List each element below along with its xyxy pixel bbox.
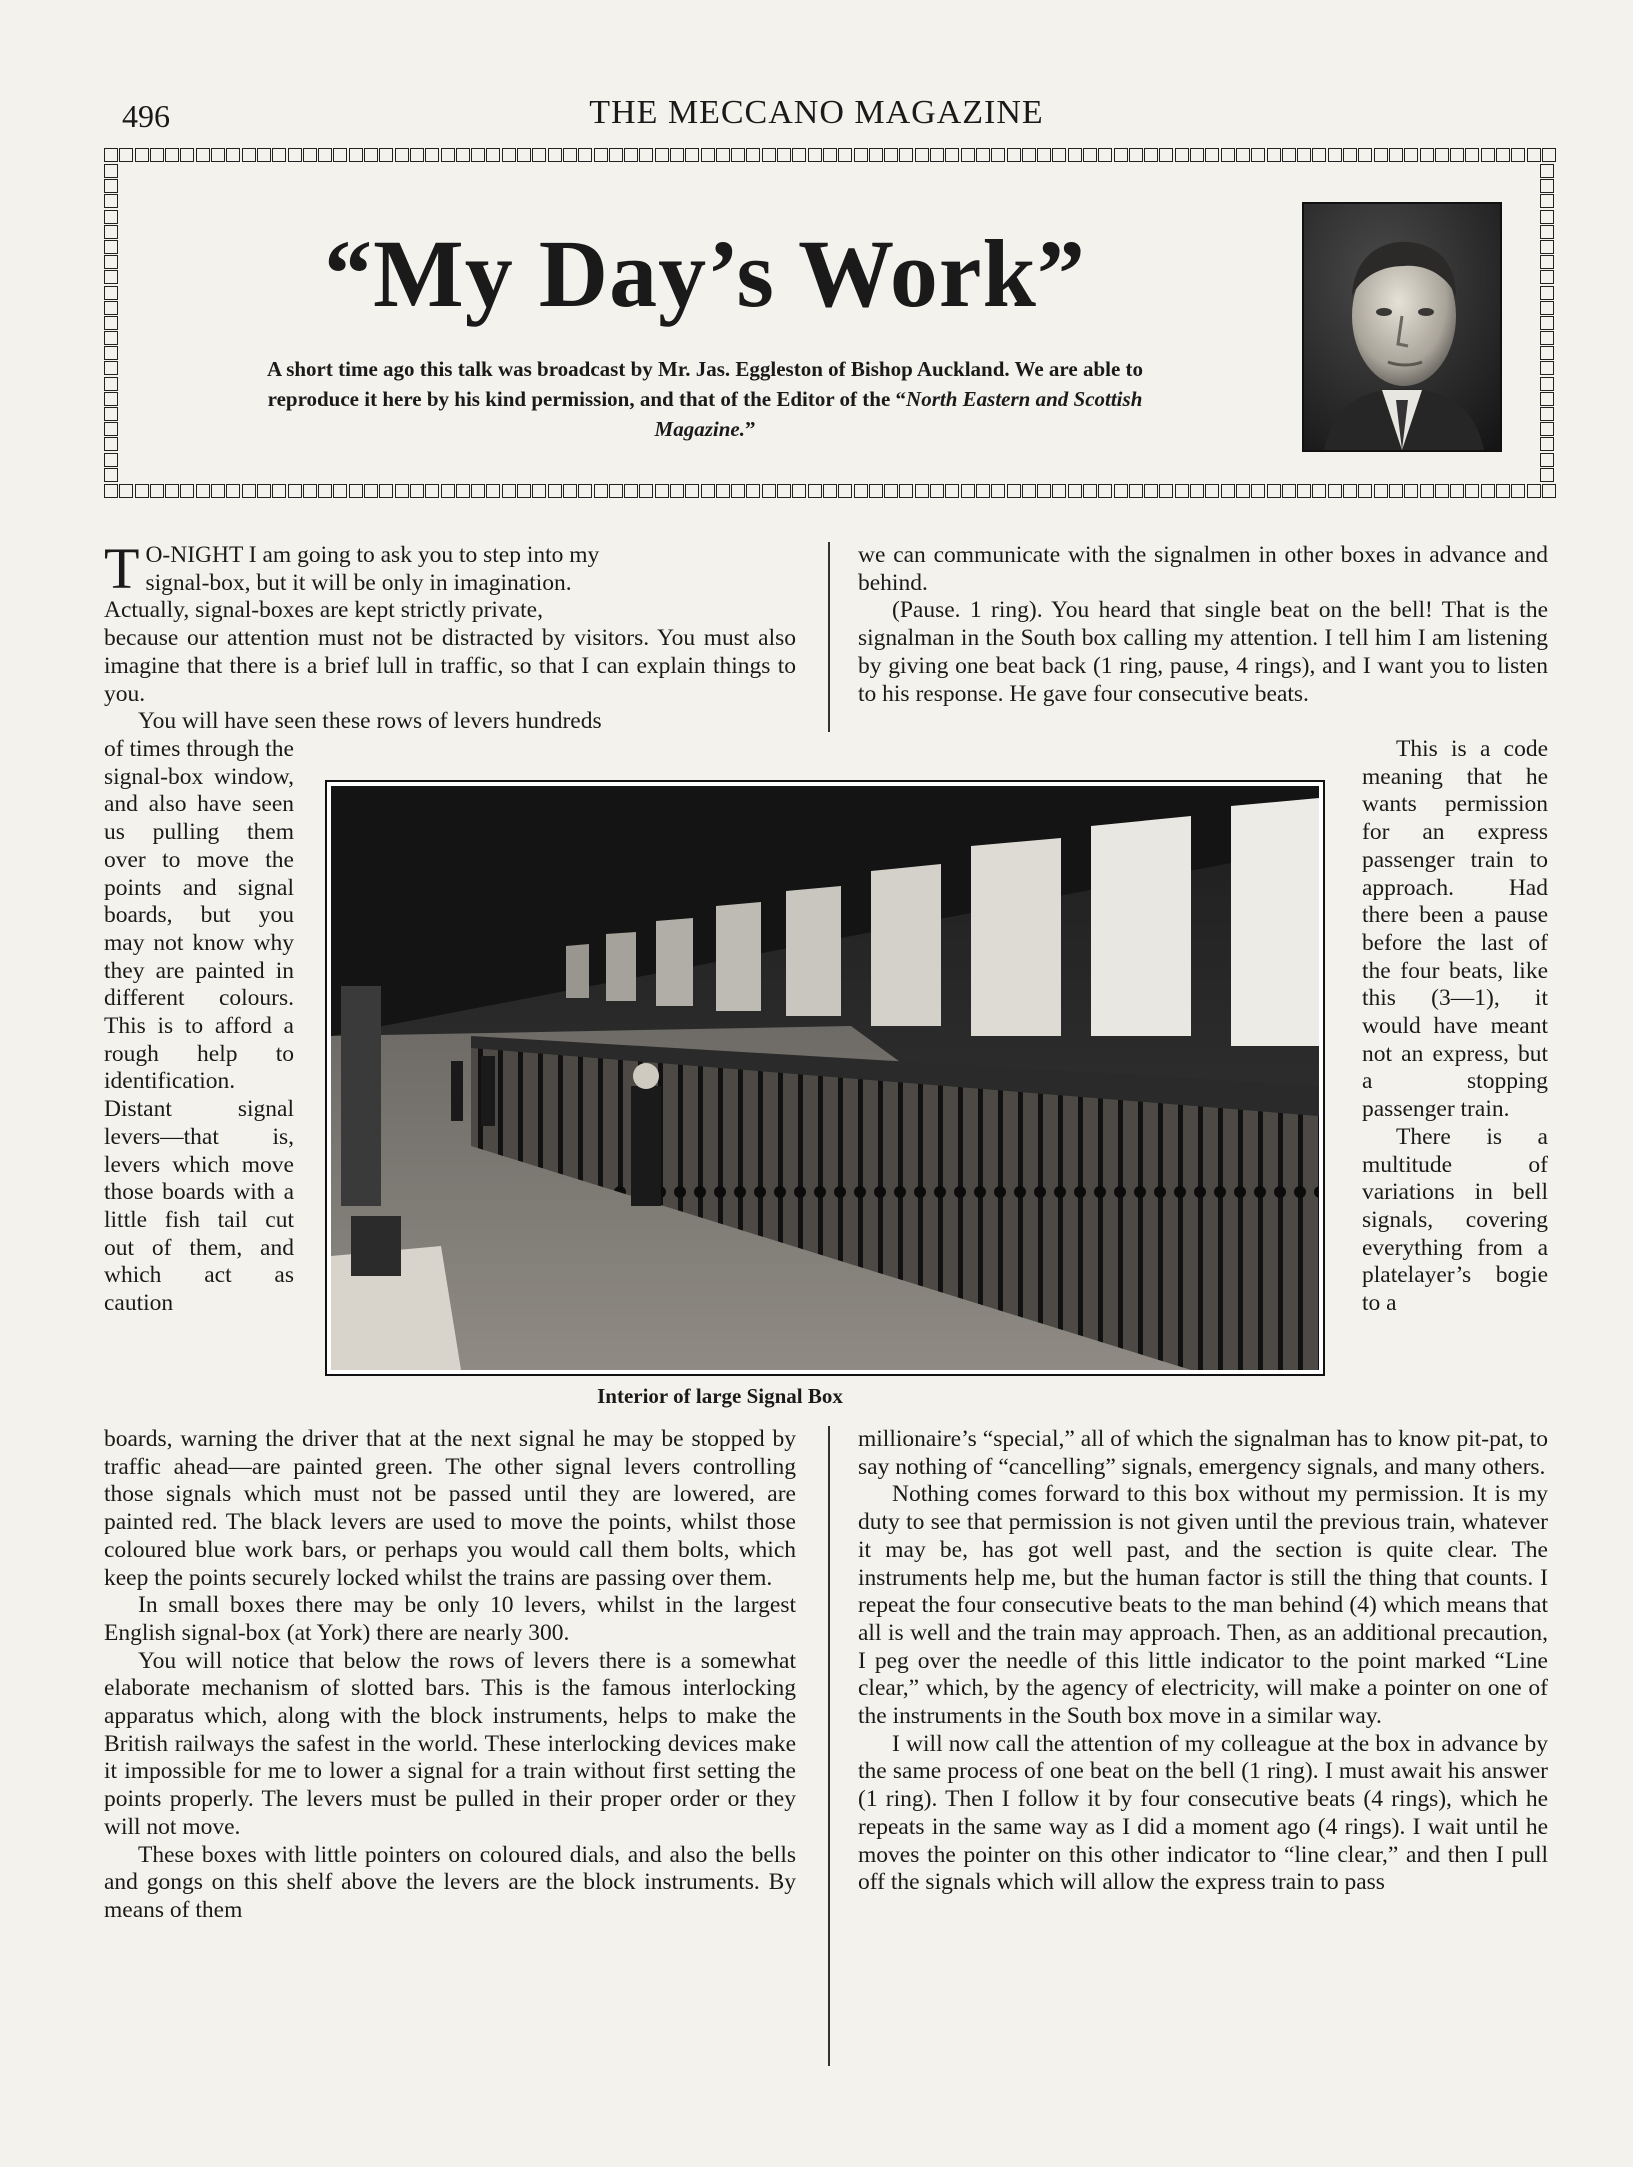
border-square — [242, 148, 256, 162]
border-square — [135, 484, 149, 498]
border-square — [1267, 148, 1281, 162]
border-square — [1282, 148, 1296, 162]
intro-italic1: North Eastern and Scottish — [906, 387, 1143, 411]
border-square — [1540, 270, 1554, 284]
intro-italic2: Magazine. — [654, 417, 745, 441]
col1-paragraph-5: These boxes with little pointers on coloured dials, and also the bells and gongs on this shelf above the levers are the block instruments. By means of them — [104, 1841, 796, 1923]
border-square — [410, 484, 424, 498]
col1-wrap-text: of times through the signal-box window, and also have seen us pulling them over to move the points and signal boards, but you may not know why they are painted in different colours. This is to afford a rough help to identification. Distant signal levers—that is, levers which move those boards with a little fish tail cut out of them, and which act as caution — [104, 736, 294, 1317]
border-square — [1540, 240, 1554, 254]
border-square — [288, 148, 302, 162]
border-square — [1481, 484, 1495, 498]
border-square — [1221, 148, 1235, 162]
border-square — [1098, 148, 1112, 162]
border-square — [1540, 194, 1554, 208]
border-square — [915, 148, 929, 162]
border-square — [594, 484, 608, 498]
border-square — [1068, 484, 1082, 498]
border-square — [104, 453, 118, 467]
border-square — [1328, 484, 1342, 498]
border-square — [762, 484, 776, 498]
intro-line2: reproduce it here by his kind permission, and that of the Editor of the “ — [267, 387, 907, 411]
border-square — [1175, 484, 1189, 498]
column-rule-bottom — [828, 1426, 830, 2066]
border-square — [104, 392, 118, 406]
border-square — [104, 468, 118, 482]
border-square — [104, 164, 118, 178]
border-square — [104, 301, 118, 315]
border-square — [1144, 148, 1158, 162]
border-square — [1540, 255, 1554, 269]
border-square — [1312, 484, 1326, 498]
col1-paragraph-1 — [104, 536, 796, 625]
border-square — [1007, 484, 1021, 498]
border-square — [517, 148, 531, 162]
border-square — [471, 148, 485, 162]
border-square — [119, 148, 133, 162]
border-square — [563, 148, 577, 162]
border-square — [609, 484, 623, 498]
border-square — [1540, 377, 1554, 391]
border-square — [349, 484, 363, 498]
border-square — [1450, 484, 1464, 498]
border-square — [456, 148, 470, 162]
border-square — [1083, 148, 1097, 162]
border-square — [1312, 148, 1326, 162]
border-square — [1540, 286, 1554, 300]
border-square — [976, 148, 990, 162]
border-square — [899, 484, 913, 498]
border-square — [1159, 484, 1173, 498]
border-square — [1144, 484, 1158, 498]
border-square — [1190, 484, 1204, 498]
border-square — [1297, 148, 1311, 162]
border-square — [930, 484, 944, 498]
portrait-image — [1304, 204, 1500, 450]
border-square — [1527, 148, 1541, 162]
border-square — [884, 484, 898, 498]
border-square — [425, 484, 439, 498]
border-square — [486, 148, 500, 162]
border-square — [379, 484, 393, 498]
border-square — [1496, 484, 1510, 498]
border-square — [303, 484, 317, 498]
border-square — [165, 148, 179, 162]
column1-bottom — [104, 1426, 796, 1925]
border-square — [1540, 210, 1554, 224]
border-square — [1037, 484, 1051, 498]
border-square — [1465, 148, 1479, 162]
border-square — [104, 422, 118, 436]
border-square — [104, 437, 118, 451]
border-square — [333, 148, 347, 162]
col2-bottom-paragraph-1: millionaire’s “special,” all of which the signalman has to know pit-pat, to say nothing of “cancelling” signals, emergency signals, and many others. — [858, 1426, 1548, 1480]
col1-p1-line3: Actually, signal-boxes are kept strictly private, — [104, 597, 543, 624]
border-square — [1511, 484, 1525, 498]
border-square — [1374, 484, 1388, 498]
border-square — [1435, 484, 1449, 498]
col1-p2-rest: boards, warning the driver that at the next signal he may be stopped by traffic ahead—are painted green. The other signal levers controlling those signals which must not be passed until they are lowered, are painted red. The black levers are used to move the points, whilst those coloured blue work bars, or perhaps you would call them bolts, which keep the points securely locked whilst the trains are passing over them. — [104, 1426, 796, 1591]
border-square — [655, 484, 669, 498]
border-square — [502, 484, 516, 498]
border-square — [777, 148, 791, 162]
border-square — [869, 484, 883, 498]
border-square — [854, 484, 868, 498]
border-square — [1022, 484, 1036, 498]
border-square — [1527, 484, 1541, 498]
border-square — [1007, 148, 1021, 162]
border-square — [1343, 484, 1357, 498]
border-square — [1358, 484, 1372, 498]
border-square — [1068, 148, 1082, 162]
border-square — [441, 484, 455, 498]
border-square — [104, 331, 118, 345]
border-square — [104, 286, 118, 300]
border-square — [257, 148, 271, 162]
column2-top — [858, 542, 1548, 708]
border-square — [532, 484, 546, 498]
border-square — [333, 484, 347, 498]
border-square — [1511, 148, 1525, 162]
border-square — [1540, 346, 1554, 360]
border-square — [364, 148, 378, 162]
border-square — [1236, 484, 1250, 498]
border-square — [104, 316, 118, 330]
border-square — [1374, 148, 1388, 162]
border-square — [104, 346, 118, 360]
border-square — [639, 484, 653, 498]
border-square — [655, 148, 669, 162]
border-square — [1129, 484, 1143, 498]
border-square — [1540, 225, 1554, 239]
border-square — [104, 270, 118, 284]
border-square — [379, 148, 393, 162]
border-square — [211, 148, 225, 162]
border-square — [1420, 148, 1434, 162]
border-square — [1540, 331, 1554, 345]
border-square — [685, 484, 699, 498]
intro-close: ” — [744, 417, 756, 441]
border-square — [1540, 301, 1554, 315]
border-square — [288, 484, 302, 498]
border-square — [945, 484, 959, 498]
border-square — [701, 148, 715, 162]
border-square — [991, 484, 1005, 498]
column2-bottom — [858, 1426, 1548, 1897]
border-square — [1129, 148, 1143, 162]
col2-paragraph-1: we can communicate with the signalmen in other boxes in advance and behind. — [858, 542, 1548, 596]
border-square — [104, 484, 118, 498]
border-square — [1435, 148, 1449, 162]
border-square — [226, 484, 240, 498]
border-square — [915, 484, 929, 498]
border-square — [441, 148, 455, 162]
border-square — [517, 484, 531, 498]
border-square — [1540, 407, 1554, 421]
border-square — [104, 179, 118, 193]
border-square — [104, 194, 118, 208]
col2-bottom-paragraph-3: I will now call the attention of my colleague at the box in advance by the same process of one beat on the bell (1 ring). I must await his answer (1 ring). Then I follow it by four consecutive beats (4 rings), which he repeats in the same way as I did a moment ago (4 rings). I wait until he moves the pointer on this other indicator to “line clear,” and then I pull off the signals which will allow the express train to pass — [858, 1730, 1548, 1896]
border-square — [1343, 148, 1357, 162]
border-square — [1052, 484, 1066, 498]
border-square — [1540, 437, 1554, 451]
border-square — [1114, 484, 1128, 498]
border-square — [104, 255, 118, 269]
border-square — [624, 484, 638, 498]
signal-box-photo — [325, 780, 1325, 1376]
border-top — [104, 148, 1557, 164]
border-square — [1404, 148, 1418, 162]
border-square — [869, 148, 883, 162]
border-square — [670, 484, 684, 498]
border-square — [1540, 453, 1554, 467]
border-bottom — [104, 484, 1557, 500]
border-square — [1389, 484, 1403, 498]
border-square — [991, 148, 1005, 162]
border-square — [1251, 484, 1265, 498]
border-square — [1297, 484, 1311, 498]
border-square — [762, 148, 776, 162]
column1-wrap — [104, 736, 294, 1318]
border-square — [1251, 148, 1265, 162]
border-square — [685, 148, 699, 162]
col1-paragraph-2-start: You will have seen these rows of levers hundreds — [138, 708, 602, 735]
border-square — [165, 484, 179, 498]
border-square — [1175, 148, 1189, 162]
author-portrait — [1302, 202, 1502, 452]
border-square — [104, 361, 118, 375]
intro-line1: A short time ago this talk was broadcast by Mr. Jas. Eggleston of Bishop Auckland. We are able to — [266, 357, 1144, 381]
border-square — [777, 484, 791, 498]
border-square — [716, 148, 730, 162]
border-square — [104, 148, 118, 162]
border-square — [1465, 484, 1479, 498]
border-square — [104, 210, 118, 224]
col1-paragraph-3: In small boxes there may be only 10 levers, whilst in the largest English signal-box (at York) there are nearly 300. — [104, 1592, 796, 1646]
border-square — [180, 148, 194, 162]
border-square — [196, 148, 210, 162]
border-square — [532, 148, 546, 162]
border-square — [104, 377, 118, 391]
border-square — [1052, 148, 1066, 162]
border-square — [471, 484, 485, 498]
drop-cap: T — [104, 536, 140, 601]
border-square — [1540, 164, 1554, 178]
border-square — [594, 148, 608, 162]
border-square — [1098, 484, 1112, 498]
border-square — [1190, 148, 1204, 162]
border-square — [104, 240, 118, 254]
col2-paragraph-2: (Pause. 1 ring). You heard that single beat on the bell! That is the signalman in the South box calling my attention. I tell him I am listening by giving one beat back (1 ring, pause, 4 rings), and I want you to listen to his response. He gave four consecutive beats. — [858, 597, 1548, 707]
border-square — [670, 148, 684, 162]
border-square — [548, 148, 562, 162]
col2-wrap-paragraph-1: This is a code meaning that he wants permission for an express passenger train to approach. Had there been a pause before the last of the four beats, like this (3—1), it would have meant not an express, but a stopping passenger train. — [1362, 736, 1548, 1123]
magazine-title: THE MECCANO MAGAZINE — [589, 94, 1044, 131]
border-square — [731, 148, 745, 162]
border-square — [226, 148, 240, 162]
border-square — [1037, 148, 1051, 162]
border-square — [838, 484, 852, 498]
col2-wrap-paragraph-2: There is a multitude of variations in bell signals, covering everything from a platelayer’s bogie to a — [1362, 1123, 1548, 1317]
border-square — [823, 148, 837, 162]
border-square — [1282, 484, 1296, 498]
page-number: 496 — [122, 98, 170, 134]
border-square — [257, 484, 271, 498]
col1-p1-rest: because our attention must not be distracted by visitors. You must also imagine that there is a brief lull in traffic, so that I can explain things to you. — [104, 625, 796, 707]
border-square — [945, 148, 959, 162]
border-square — [823, 484, 837, 498]
border-square — [1404, 484, 1418, 498]
border-square — [104, 407, 118, 421]
border-square — [1221, 484, 1235, 498]
col1-paragraph-4: You will notice that below the rows of levers there is a somewhat elaborate mechanism of slotted bars. This is the famous interlocking apparatus which, along with the block instruments, helps to make the British railways the safest in the world. These interlocking devices make it impossible for me to lower a signal for a train without first setting the points properly. The levers must be pulled in their proper order or they will not move. — [104, 1647, 796, 1840]
border-square — [1022, 148, 1036, 162]
article-intro — [160, 354, 1250, 444]
column-rule-top — [828, 542, 830, 732]
border-square — [792, 484, 806, 498]
border-square — [395, 484, 409, 498]
border-square — [303, 148, 317, 162]
border-square — [1159, 148, 1173, 162]
border-square — [1540, 361, 1554, 375]
border-square — [808, 484, 822, 498]
col2-bottom-paragraph-2: Nothing comes forward to this box without my permission. It is my duty to see that permission is not given until the previous train, whatever it may be, has got well past, and the section is quite clear. The instruments help me, but the human factor is still the thing that counts. I repeat the four consecutive beats to the man behind (4) which means that all is well and the train may approach. Then, as an additional precaution, I peg over the needle of this little indicator to the point marked “Line clear,” which, by the agency of electricity, will make a pointer on one of the instruments in the South box move in a similar way. — [858, 1481, 1548, 1730]
border-square — [119, 484, 133, 498]
border-square — [104, 225, 118, 239]
col1-p1-line1: O-NIGHT I am going to ask you to step into my — [145, 542, 600, 568]
border-square — [1496, 148, 1510, 162]
border-square — [456, 484, 470, 498]
border-square — [578, 484, 592, 498]
border-square — [1267, 484, 1281, 498]
border-square — [150, 484, 164, 498]
border-square — [1450, 148, 1464, 162]
border-square — [1542, 148, 1556, 162]
border-square — [838, 148, 852, 162]
border-square — [1358, 148, 1372, 162]
border-square — [1540, 468, 1554, 482]
border-square — [395, 148, 409, 162]
border-square — [1236, 148, 1250, 162]
border-square — [211, 484, 225, 498]
border-square — [410, 148, 424, 162]
border-square — [746, 148, 760, 162]
border-square — [854, 148, 868, 162]
border-square — [1420, 484, 1434, 498]
border-square — [961, 148, 975, 162]
border-square — [1205, 484, 1219, 498]
border-square — [899, 148, 913, 162]
border-square — [1083, 484, 1097, 498]
article-headline: “My Day’s Work” — [324, 220, 1086, 327]
border-square — [884, 148, 898, 162]
border-square — [701, 484, 715, 498]
border-square — [578, 148, 592, 162]
border-square — [961, 484, 975, 498]
border-square — [150, 148, 164, 162]
border-square — [196, 484, 210, 498]
border-square — [746, 484, 760, 498]
border-square — [624, 148, 638, 162]
border-square — [318, 148, 332, 162]
border-square — [1481, 148, 1495, 162]
border-square — [976, 484, 990, 498]
border-square — [502, 148, 516, 162]
border-square — [349, 148, 363, 162]
border-square — [425, 148, 439, 162]
border-square — [135, 148, 149, 162]
border-square — [1540, 392, 1554, 406]
border-square — [318, 484, 332, 498]
signal-box-interior-image — [331, 786, 1319, 1370]
border-square — [639, 148, 653, 162]
border-square — [1205, 148, 1219, 162]
border-square — [364, 484, 378, 498]
border-square — [1389, 148, 1403, 162]
border-square — [1542, 484, 1556, 498]
border-square — [272, 484, 286, 498]
border-square — [930, 148, 944, 162]
border-square — [242, 484, 256, 498]
column2-wrap — [1362, 736, 1548, 1318]
border-square — [731, 484, 745, 498]
border-square — [808, 148, 822, 162]
border-square — [609, 148, 623, 162]
border-square — [180, 484, 194, 498]
border-right — [1540, 164, 1556, 483]
border-square — [1540, 179, 1554, 193]
col1-p1-line2: signal-box, but it will be only in imagination. — [145, 569, 572, 596]
border-square — [1540, 316, 1554, 330]
border-left — [104, 164, 120, 483]
photo-caption: Interior of large Signal Box — [597, 1384, 843, 1408]
border-square — [1114, 148, 1128, 162]
border-square — [548, 484, 562, 498]
border-square — [563, 484, 577, 498]
border-square — [792, 148, 806, 162]
border-square — [1540, 422, 1554, 436]
border-square — [486, 484, 500, 498]
border-square — [716, 484, 730, 498]
border-square — [1328, 148, 1342, 162]
column1-top — [104, 536, 796, 736]
border-square — [272, 148, 286, 162]
